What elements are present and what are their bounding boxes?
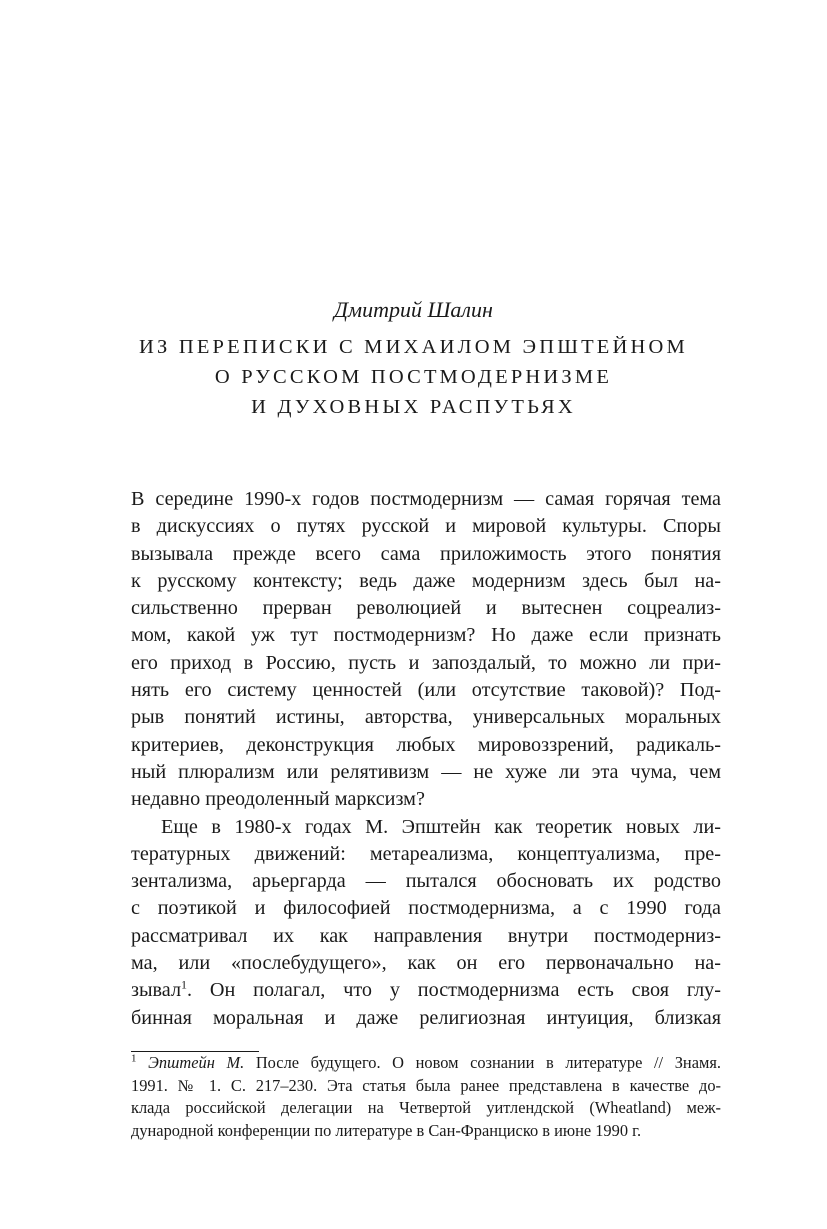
footnote-number: 1 — [131, 1052, 137, 1065]
footnote-block — [131, 1052, 721, 1142]
footnote-ref-marker[interactable]: 1 — [181, 977, 188, 992]
text-line: его приход в Россию, пусть и запоздалый, то можно ли при- — [131, 651, 721, 674]
title-line-3: И ДУХОВНЫХ РАСПУТЬЯХ — [251, 396, 576, 418]
text-line: ма, или «послебудущего», как он его первоначально на- — [131, 952, 721, 975]
text-fragment: После будущего. О новом сознании в литературе // Знамя. — [244, 1053, 721, 1072]
text-line: бинная моральная и даже религиозная интуиция, близкая — [131, 1006, 721, 1029]
text-line: рассматривал их как направления внутри постмодерниз- — [131, 924, 721, 947]
text-line: нять его систему ценностей (или отсутствие таковой)? Под- — [131, 679, 721, 702]
text-line: вызывала прежде всего сама приложимость этого понятия — [131, 542, 721, 565]
paragraph-2 — [131, 814, 721, 1032]
text-line: Еще в 1980-х годах М. Эпштейн как теоретик новых ли- — [161, 815, 721, 838]
article-title — [0, 332, 827, 422]
text-line: тературных движений: метареализма, концептуализма, пре- — [131, 842, 721, 865]
text-line: мом, какой уж тут постмодернизм? Но даже если признать — [131, 624, 721, 647]
text-line-with-footnote-ref — [131, 977, 721, 1004]
title-line-1: ИЗ ПЕРЕПИСКИ С МИХАИЛОМ ЭПШТЕЙНОМ — [139, 336, 688, 358]
text-line: критериев, деконструкция любых мировоззрений, радикаль- — [131, 733, 721, 756]
article-author: Дмитрий Шалин — [334, 297, 493, 322]
paragraph-1 — [131, 486, 721, 814]
text-line: зентализма, арьергарда — пытался обосновать их родство — [131, 870, 721, 893]
footnote-line — [131, 1052, 721, 1075]
footnote-line: дународной конференции по литературе в Сан-Франциско в июне 1990 г. — [131, 1120, 642, 1140]
article-body — [131, 486, 721, 1032]
footnote-line: клада российской делегации на Четвертой уитлендской (Wheatland) меж- — [131, 1098, 721, 1117]
footnote-author: Эпштейн М. — [148, 1053, 245, 1072]
text-line: к русскому контексту; ведь даже модернизм здесь был на- — [131, 569, 721, 592]
text-line: недавно преодоленный марксизм? — [131, 788, 425, 811]
text-line: В середине 1990-х годов постмодернизм — самая горячая тема — [131, 488, 721, 510]
text-line: с поэтикой и философией постмодернизма, а с 1990 года — [131, 897, 721, 920]
text-line: сильственно прерван революцией и вытеснен соцреализ- — [131, 597, 721, 620]
text-line: ный плюрализм или релятивизм — не хуже ли эта чума, чем — [131, 760, 721, 783]
text-fragment: зывал — [131, 979, 182, 1002]
text-fragment: . Он полагал, что у постмодернизма есть своя глу- — [187, 979, 721, 1002]
footnote-line: 1991. № 1. С. 217–230. Эта статья была ранее представлена в качестве до- — [131, 1075, 721, 1095]
text-line: рыв понятий истины, авторства, универсальных моральных — [131, 706, 721, 729]
text-line: в дискуссиях о путях русской и мировой культуры. Споры — [131, 515, 721, 538]
title-line-2: О РУССКОМ ПОСТМОДЕРНИЗМЕ — [214, 366, 613, 388]
